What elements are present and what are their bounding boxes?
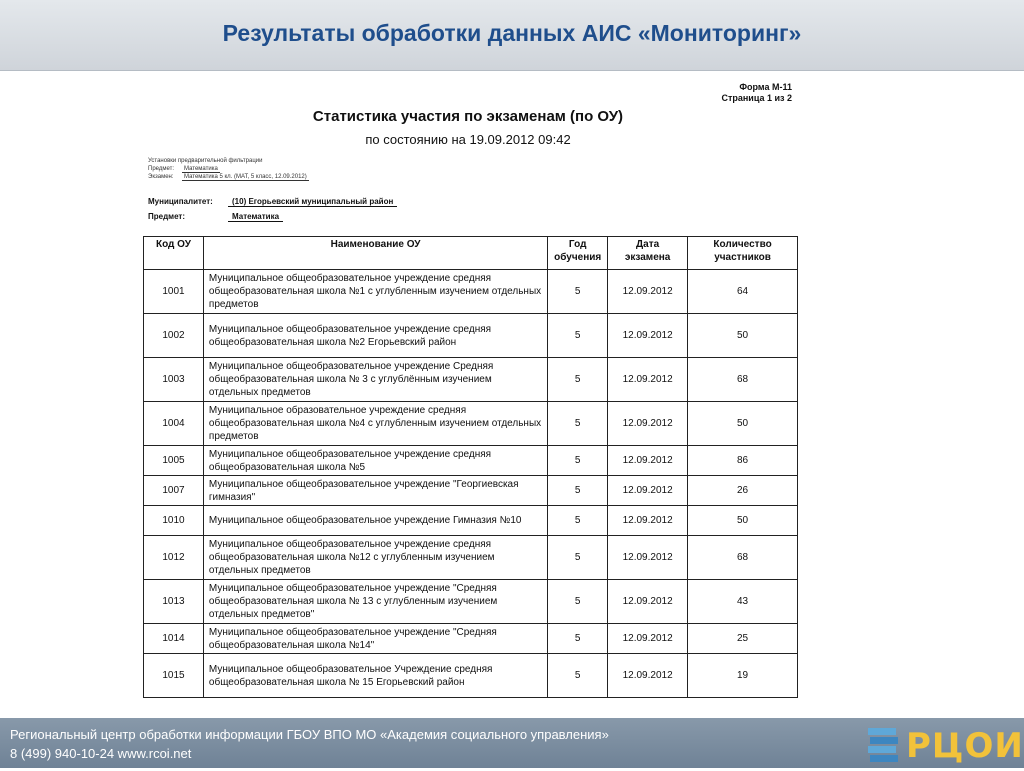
- cell-date: 12.09.2012: [608, 654, 688, 698]
- cell-date: 12.09.2012: [608, 270, 688, 314]
- table-row: [144, 580, 798, 624]
- table-row: [144, 624, 798, 654]
- table-row: [144, 358, 798, 402]
- cell-name: Муниципальное общеобразовательное учреждение "Георгиевская гимназия": [203, 476, 547, 506]
- table-row: [144, 270, 798, 314]
- filter-heading: Установки предварительной фильтрации: [148, 158, 263, 164]
- cell-date: 12.09.2012: [608, 402, 688, 446]
- cell-year: 5: [548, 476, 608, 506]
- cell-date: 12.09.2012: [608, 506, 688, 536]
- cell-year: 5: [548, 270, 608, 314]
- cell-year: 5: [548, 358, 608, 402]
- cell-count: 50: [688, 314, 798, 358]
- header-code: Код ОУ: [144, 237, 204, 270]
- cell-year: 5: [548, 506, 608, 536]
- cell-code: 1002: [144, 314, 204, 358]
- rcoi-logo: [866, 722, 1024, 766]
- header-count: Количество участников: [688, 237, 798, 270]
- logo-text: РЦОИ: [906, 726, 1024, 766]
- header-name: Наименование ОУ: [203, 237, 547, 270]
- cell-code: 1005: [144, 446, 204, 476]
- filter-subject-label: Предмет:: [148, 166, 175, 172]
- report-title: Статистика участия по экзаменам (по ОУ): [312, 108, 624, 125]
- cell-count: 64: [688, 270, 798, 314]
- cell-name: Муниципальное общеобразовательное учреждение средняя общеобразовательная школа №5: [203, 446, 547, 476]
- cell-code: 1001: [144, 270, 204, 314]
- table-row: [144, 654, 798, 698]
- footer-organization: Региональный центр обработки информации ГБОУ ВПО МО «Академия социального управления»: [10, 727, 609, 742]
- cell-code: 1003: [144, 358, 204, 402]
- filter-settings: [148, 157, 309, 181]
- cell-code: 1010: [144, 506, 204, 536]
- cell-count: 25: [688, 624, 798, 654]
- cell-count: 26: [688, 476, 798, 506]
- cell-name: Муниципальное общеобразовательное учреждение "Средняя общеобразовательная школа № 13 с углубленным изучением отдельных предметов": [203, 580, 547, 624]
- cell-code: 1004: [144, 402, 204, 446]
- cell-code: 1015: [144, 654, 204, 698]
- logo-books-icon: [866, 722, 902, 766]
- form-identifier: [721, 82, 792, 104]
- footer-contacts: 8 (499) 940-10-24 www.rcoi.net: [10, 746, 192, 761]
- cell-date: 12.09.2012: [608, 580, 688, 624]
- cell-count: 68: [688, 536, 798, 580]
- header-year: Год обучения: [548, 237, 608, 270]
- filter-exam-value: Математика 5 кл. (МАТ, 5 класс, 12.09.2012): [184, 174, 307, 180]
- cell-name: Муниципальное общеобразовательное учреждение "Средняя общеобразовательная школа №14": [203, 624, 547, 654]
- table-row: [144, 402, 798, 446]
- cell-count: 50: [688, 402, 798, 446]
- filter-exam-label: Экзамен:: [148, 174, 174, 180]
- table-header-row: [144, 237, 798, 270]
- cell-code: 1007: [144, 476, 204, 506]
- cell-year: 5: [548, 536, 608, 580]
- subject-label: Предмет:: [148, 212, 186, 221]
- filter-subject-value: Математика: [184, 166, 218, 172]
- report-parameters: [148, 194, 397, 224]
- table-row: [144, 506, 798, 536]
- slide-header: [0, 0, 1024, 71]
- cell-name: Муниципальное общеобразовательное Учреждение средняя общеобразовательная школа № 15 Егорьевский район: [203, 654, 547, 698]
- page-indicator: Страница 1 из 2: [721, 93, 792, 103]
- cell-year: 5: [548, 580, 608, 624]
- cell-year: 5: [548, 446, 608, 476]
- cell-name: Муниципальное общеобразовательное учреждение средняя общеобразовательная школа №12 с углубленным изучением отдельных предметов: [203, 536, 547, 580]
- cell-year: 5: [548, 624, 608, 654]
- cell-count: 50: [688, 506, 798, 536]
- municipality-value: (10) Егорьевский муниципальный район: [228, 197, 397, 207]
- cell-year: 5: [548, 314, 608, 358]
- cell-year: 5: [548, 402, 608, 446]
- subject-value: Математика: [228, 212, 283, 222]
- cell-code: 1013: [144, 580, 204, 624]
- municipality-label: Муниципалитет:: [148, 197, 213, 206]
- cell-count: 19: [688, 654, 798, 698]
- cell-date: 12.09.2012: [608, 314, 688, 358]
- table-row: [144, 476, 798, 506]
- cell-year: 5: [548, 654, 608, 698]
- report-document: [138, 80, 808, 718]
- cell-name: Муниципальное общеобразовательное учреждение средняя общеобразовательная школа №2 Егорьевский район: [203, 314, 547, 358]
- header-date: Дата экзамена: [608, 237, 688, 270]
- cell-date: 12.09.2012: [608, 624, 688, 654]
- report-date: по состоянию на 19.09.2012 09:42: [365, 132, 571, 147]
- cell-name: Муниципальное общеобразовательное учреждение средняя общеобразовательная школа №1 с углубленным изучением отдельных предметов: [203, 270, 547, 314]
- table-row: [144, 536, 798, 580]
- table-row: [144, 446, 798, 476]
- cell-date: 12.09.2012: [608, 358, 688, 402]
- participation-table: [143, 236, 798, 698]
- table-row: [144, 314, 798, 358]
- cell-code: 1014: [144, 624, 204, 654]
- cell-date: 12.09.2012: [608, 536, 688, 580]
- cell-name: Муниципальное общеобразовательное учреждение Гимназия №10: [203, 506, 547, 536]
- cell-count: 68: [688, 358, 798, 402]
- cell-code: 1012: [144, 536, 204, 580]
- cell-name: Муниципальное образовательное учреждение средняя общеобразовательная школа №4 с углубленным изучением отдельных предметов: [203, 402, 547, 446]
- slide-footer: [0, 718, 1024, 768]
- cell-name: Муниципальное общеобразовательное учреждение Средняя общеобразовательная школа № 3 с углублённым изучением отдельных предметов: [203, 358, 547, 402]
- cell-date: 12.09.2012: [608, 476, 688, 506]
- cell-count: 43: [688, 580, 798, 624]
- cell-count: 86: [688, 446, 798, 476]
- form-number: Форма М-11: [739, 82, 792, 92]
- cell-date: 12.09.2012: [608, 446, 688, 476]
- slide-title: Результаты обработки данных АИС «Мониторинг»: [222, 20, 802, 46]
